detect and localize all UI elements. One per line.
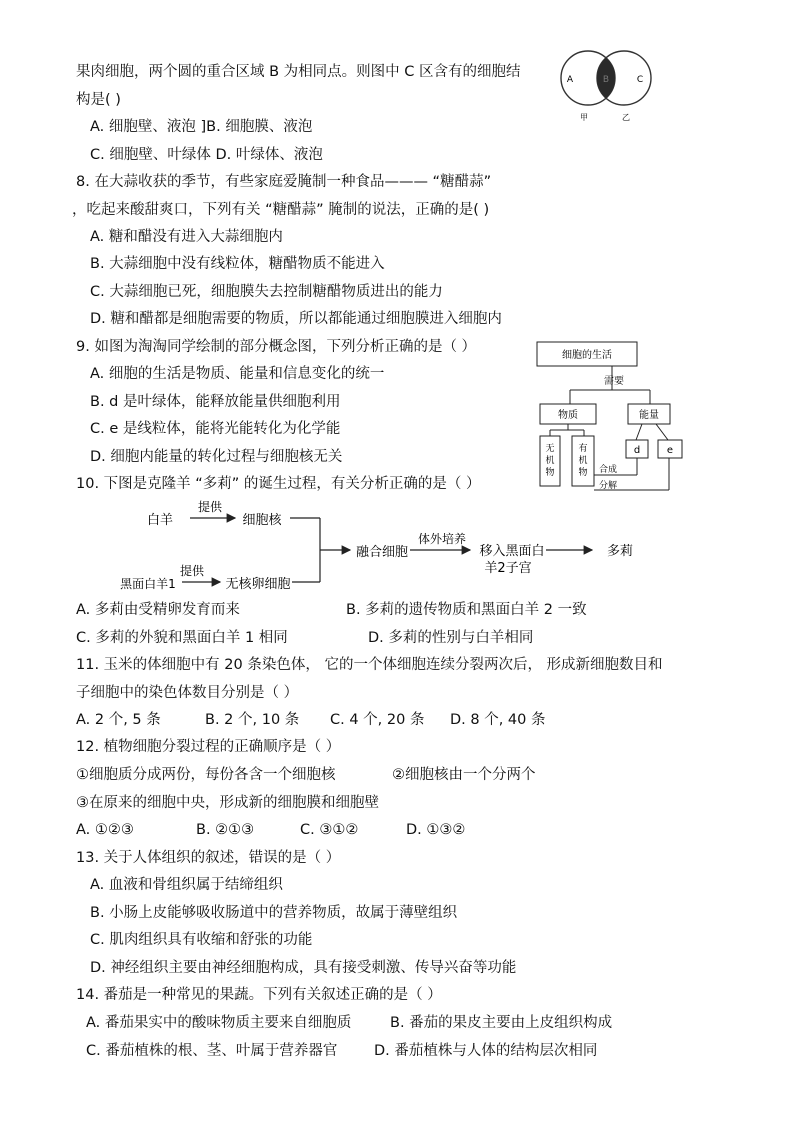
- q11-stem-line2: 子细胞中的染色体数目分别是（ ）: [76, 685, 299, 701]
- edge-synthesis-label: 合成: [598, 465, 618, 475]
- q12-option-d: D. ①③②: [406, 822, 466, 838]
- flow-implant-line1: 移入黑面白: [479, 544, 545, 559]
- flow-enucleated-egg: 无核卵细胞: [225, 577, 291, 592]
- q9-option-c: C. e 是线粒体，能将光能转化为化学能: [90, 421, 341, 437]
- node-d-label: d: [633, 445, 641, 456]
- venn-label-b: B: [602, 75, 610, 85]
- q11-option-b: B. 2 个, 10 条: [205, 712, 300, 728]
- flow-implant-line2: 羊2子宫: [484, 561, 532, 576]
- venn-label-a: A: [566, 75, 574, 85]
- q10-stem: 10. 下图是克隆羊 “多莉” 的诞生过程，有关分析正确的是（ ）: [76, 476, 481, 492]
- q9-option-a: A. 细胞的生活是物质、能量和信息变化的统一: [90, 366, 385, 382]
- node-matter-label: 物质: [558, 410, 578, 421]
- q11-option-c: C. 4 个, 20 条: [330, 712, 425, 728]
- q12-stem: 12. 植物细胞分裂过程的正确顺序是（ ）: [76, 739, 341, 755]
- q7-option-c-d: C. 细胞壁、叶绿体 D. 叶绿体、液泡: [90, 147, 323, 163]
- q9-stem: 9. 如图为淘淘同学绘制的部分概念图，下列分析正确的是（ ）: [76, 339, 477, 355]
- q14-option-d: D. 番茄植株与人体的结构层次相同: [374, 1043, 598, 1059]
- q7-stem-line1: 果肉细胞，两个圆的重合区域 B 为相同点。则图中 C 区含有的细胞结: [76, 64, 521, 80]
- q9-option-b: B. d 是叶绿体，能释放能量供细胞利用: [90, 394, 341, 410]
- q13-option-c: C. 肌肉组织具有收缩和舒张的功能: [90, 932, 313, 948]
- q12-option-c: C. ③①②: [300, 822, 359, 838]
- q12-option-a: A. ①②③: [76, 822, 134, 838]
- q14-option-a: A. 番茄果实中的酸味物质主要来自细胞质: [86, 1015, 352, 1031]
- q12-option-b: B. ②①③: [196, 822, 255, 838]
- flow-white-sheep: 白羊: [146, 513, 174, 528]
- q8-option-c: C. 大蒜细胞已死，细胞膜失去控制糖醋物质进出的能力: [90, 284, 443, 300]
- node-organic-label: 有机物: [578, 444, 588, 478]
- q10-option-d: D. 多莉的性别与白羊相同: [368, 630, 534, 646]
- flow-fused-cell: 融合细胞: [355, 545, 409, 560]
- flow-provide-1: 提供: [197, 500, 223, 514]
- venn-diagram: [550, 48, 662, 126]
- node-energy-label: 能量: [639, 410, 659, 421]
- node-e-label: e: [666, 445, 674, 456]
- q13-option-d: D. 神经组织主要由神经细胞构成，具有接受刺激、传导兴奋等功能: [90, 960, 517, 976]
- q12-step-3: ③在原来的细胞中央，形成新的细胞膜和细胞壁: [76, 795, 379, 811]
- q10-option-a: A. 多莉由受精卵发育而来: [76, 602, 240, 618]
- q9-option-d: D. 细胞内能量的转化过程与细胞核无关: [90, 449, 343, 465]
- flow-dolly: 多莉: [606, 544, 634, 559]
- q13-option-a: A. 血液和骨组织属于结缔组织: [90, 877, 283, 893]
- q11-option-a: A. 2 个, 5 条: [76, 712, 161, 728]
- q10-option-b: B. 多莉的遗传物质和黑面白羊 2 一致: [346, 602, 587, 618]
- cloning-flow-diagram: [110, 496, 650, 596]
- venn-label-left: 甲: [580, 113, 588, 122]
- flow-in-vitro-culture: 体外培养: [417, 532, 467, 546]
- concept-map: [532, 338, 702, 498]
- q7-option-a-b: A. 细胞壁、液泡 ]B. 细胞膜、液泡: [90, 119, 313, 135]
- flow-black-face-sheep-1: 黑面白羊1: [120, 577, 176, 591]
- q8-option-d: D. 糖和醋都是细胞需要的物质，所以都能通过细胞膜进入细胞内: [90, 311, 502, 327]
- q11-option-d: D. 8 个, 40 条: [450, 712, 546, 728]
- q14-stem: 14. 番茄是一种常见的果蔬。下列有关叙述正确的是（ ）: [76, 987, 442, 1003]
- flow-nucleus: 细胞核: [242, 513, 282, 528]
- q8-stem-line2: ，吃起来酸甜爽口，下列有关 “糖醋蒜” 腌制的说法，正确的是( ): [72, 202, 490, 218]
- q8-stem-line1: 8. 在大蒜收获的季节，有些家庭爱腌制一种食品——— “糖醋蒜”: [76, 174, 492, 190]
- q8-option-b: B. 大蒜细胞中没有线粒体，糖醋物质不能进入: [90, 256, 385, 272]
- q14-option-b: B. 番茄的果皮主要由上皮组织构成: [390, 1015, 613, 1031]
- q14-option-c: C. 番茄植株的根、茎、叶属于营养器官: [86, 1043, 338, 1059]
- venn-label-right: 乙: [622, 113, 630, 122]
- q12-step-1: ①细胞质分成两份，每份各含一个细胞核: [76, 767, 336, 783]
- node-cell-life-label: 细胞的生活: [562, 350, 612, 361]
- q11-stem-line1: 11. 玉米的体细胞中有 20 条染色体， 它的一个体细胞连续分裂两次后， 形成新细胞数目和: [76, 657, 663, 673]
- q12-step-2: ②细胞核由一个分两个: [392, 767, 536, 783]
- q8-option-a: A. 糖和醋没有进入大蒜细胞内: [90, 229, 283, 245]
- q13-stem: 13. 关于人体组织的叙述，错误的是（ ）: [76, 850, 341, 866]
- q13-option-b: B. 小肠上皮能够吸收肠道中的营养物质，故属于薄壁组织: [90, 905, 458, 921]
- flow-provide-2: 提供: [179, 564, 205, 578]
- venn-label-c: C: [636, 75, 644, 85]
- node-inorganic-label: 无机物: [545, 444, 555, 478]
- q10-option-c: C. 多莉的外貌和黑面白羊 1 相同: [76, 630, 288, 646]
- edge-decomposition-label: 分解: [598, 481, 618, 491]
- q7-stem-line2: 构是( ): [76, 92, 121, 108]
- edge-need-label: 需要: [604, 376, 624, 387]
